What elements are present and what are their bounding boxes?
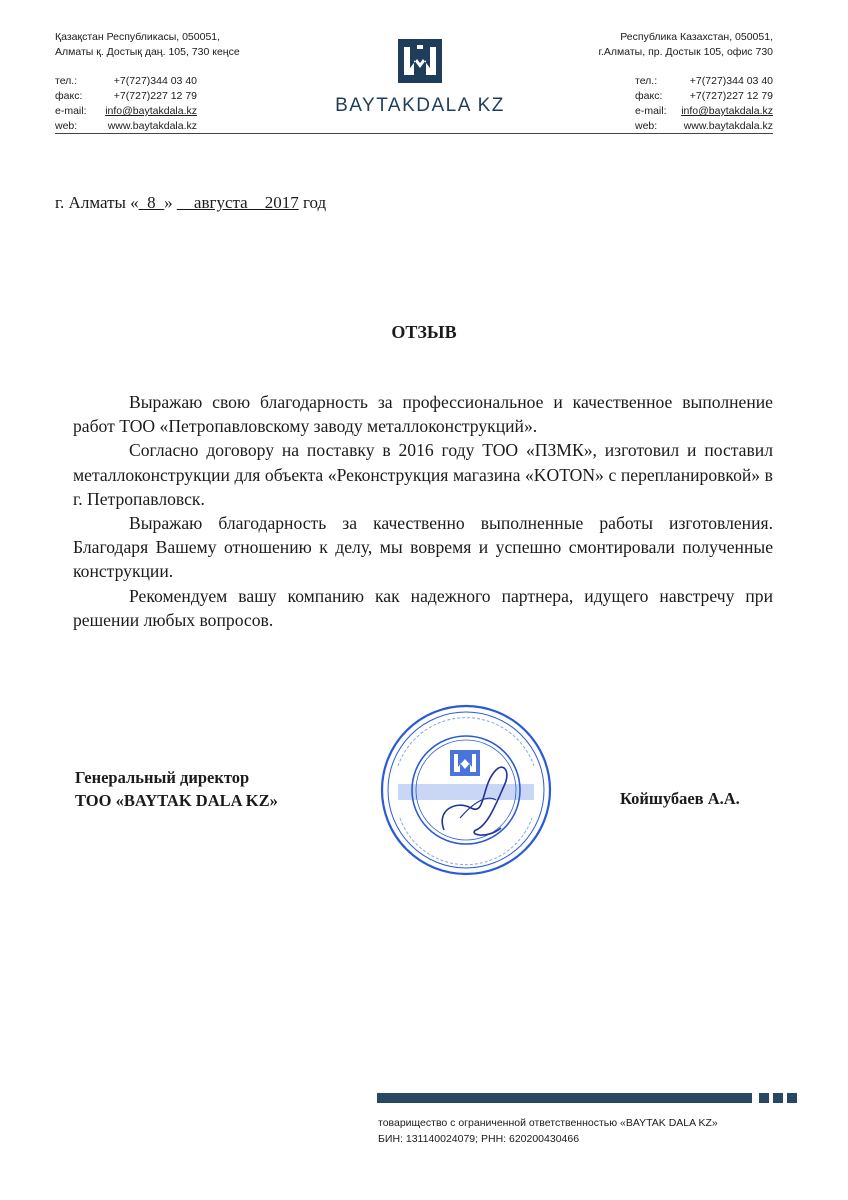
contact-row: [55, 89, 240, 104]
header-left-block: [55, 30, 240, 134]
date-suffix: год: [302, 193, 327, 212]
logo-emblem-icon: [397, 38, 443, 84]
footer-text: [378, 1115, 718, 1147]
date-month: __августа__: [176, 193, 265, 212]
body-paragraph: Выражаю благодарность за качественно выполненные работы изготовления. Благодаря Вашему отношению к делу, мы вовремя и успешно смонтировали полученные конструкции.: [73, 513, 773, 582]
signer-name: Койшубаев А.А.: [620, 789, 740, 808]
header-left-contacts: [55, 74, 240, 134]
contact-value: +7(727)344 03 40: [689, 75, 773, 87]
footer-square: [787, 1093, 797, 1103]
contact-row: [55, 119, 240, 134]
contact-row: [635, 119, 773, 134]
web-link[interactable]: www.baytakdala.kz: [683, 120, 773, 132]
date-sep: »: [164, 193, 177, 212]
header-right-address-line1: Республика Казахстан, 050051,: [620, 31, 773, 43]
date-year: 2017: [264, 193, 299, 212]
contact-label: факс:: [635, 90, 663, 102]
email-link[interactable]: info@baytakdala.kz: [681, 105, 773, 117]
footer-square: [759, 1093, 769, 1103]
header-right-address-line2: г.Алматы, пр. Достык 105, офис 730: [598, 46, 773, 58]
header-right-block: [598, 30, 773, 134]
contact-label: e-mail:: [55, 105, 87, 117]
signer-block: [75, 766, 278, 812]
footer-line1: товарищество с ограниченной ответственностью «BAYTAK DALA KZ»: [378, 1117, 718, 1129]
contact-value: +7(727)227 12 79: [113, 90, 197, 102]
header-divider: [55, 133, 773, 134]
contact-label: тел.:: [55, 75, 78, 87]
footer-square: [773, 1093, 783, 1103]
company-logo: [300, 38, 540, 117]
contact-value: +7(727)227 12 79: [689, 90, 773, 102]
body-paragraph: Выражаю свою благодарность за профессиональное и качественное выполнение работ ТОО «Петропавловскому заводу металлоконструкций».: [73, 392, 773, 437]
header-left-address-line1: Қазақстан Республикасы, 050051,: [55, 31, 221, 43]
header-right-contacts: [635, 74, 773, 134]
header-left-address-line2: Алматы қ. Достық даң. 105, 730 кеңсе: [55, 46, 240, 58]
document-title: ОТЗЫВ: [391, 322, 457, 342]
contact-label: e-mail:: [635, 105, 667, 117]
signer-position: Генеральный директор: [75, 768, 250, 787]
footer-line2: БИН: 131140024079; РНН: 620200430466: [378, 1133, 580, 1145]
signer-company: ТОО «BAYTAK DALA KZ»: [75, 791, 278, 810]
contact-row: [635, 104, 773, 119]
contact-row: [635, 89, 773, 104]
contact-value: +7(727)344 03 40: [113, 75, 197, 87]
email-link[interactable]: info@baytakdala.kz: [105, 105, 197, 117]
date-line: [55, 193, 326, 213]
date-city: г. Алматы «: [55, 193, 139, 212]
body-paragraph: Согласно договору на поставку в 2016 году ТОО «ПЗМК», изготовил и поставил металлоконструкции для объекта «Реконструкция магазина «KOTON» с перепланировкой» в г. Петропавловск.: [73, 440, 773, 509]
contact-row: [55, 74, 240, 89]
company-stamp-icon: [376, 700, 556, 880]
contact-label: web:: [635, 120, 658, 132]
contact-label: web:: [55, 120, 78, 132]
date-day: _8_: [138, 193, 165, 212]
body-paragraph: Рекомендуем вашу компанию как надежного партнера, идущего навстречу при решении любых вопросов.: [73, 585, 773, 630]
contact-label: тел.:: [635, 75, 658, 87]
logo-text: BAYTAKDALA KZ: [335, 95, 505, 116]
web-link[interactable]: www.baytakdala.kz: [107, 120, 197, 132]
letter-body: [73, 390, 773, 632]
contact-row: [635, 74, 773, 89]
footer-bar: [377, 1093, 752, 1103]
contact-row: [55, 104, 240, 119]
contact-label: факс:: [55, 90, 83, 102]
